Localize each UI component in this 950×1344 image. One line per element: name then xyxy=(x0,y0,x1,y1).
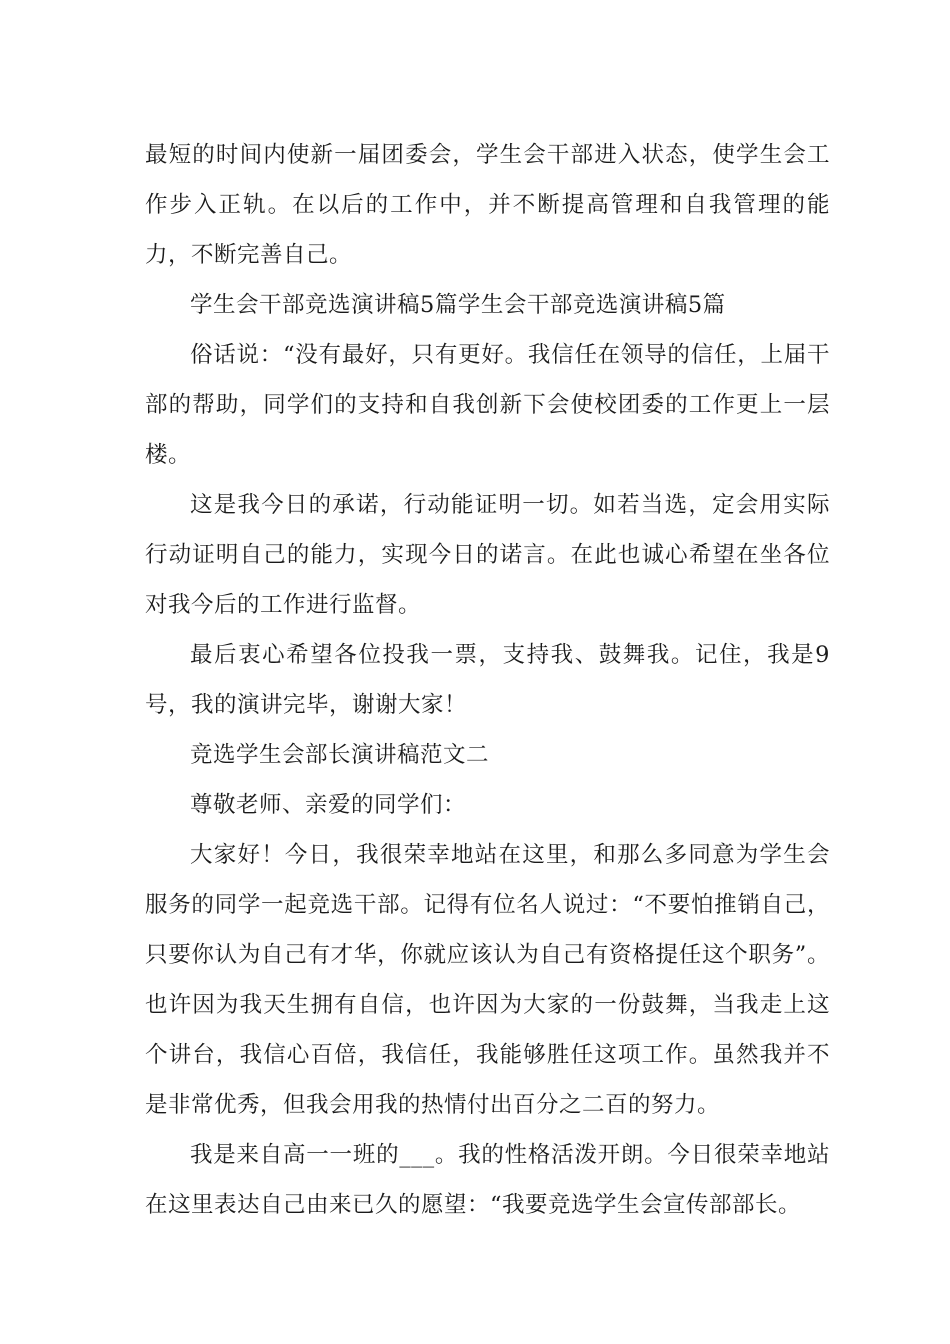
paragraph-6-heading: 竞选学生会部长演讲稿范文二 xyxy=(190,742,490,768)
paragraph-8: 大家好！今日，我很荣幸地站在这里，和那么多同意为学生会服务的同学一起竞选干部。记得有位名人说过：“不要怕推销自己，只要你认为自己有才华，你就应该认为自己有资格提任这个职务”。也许因为我天生拥有自信，也许因为大家的一份鼓舞，当我走上这个讲台，我信心百倍，我信任，我能够胜任这项工作。虽然我并不是非常优秀，但我会用我的热情付出百分之二百的努力。 xyxy=(145,842,830,1118)
paragraph-4: 这是我今日的承诺，行动能证明一切。如若当选，定会用实际行动证明自己的能力，实现今日的诺言。在此也诚心希望在坐各位对我今后的工作进行监督。 xyxy=(145,492,830,618)
paragraph-3: 俗话说：“没有最好，只有更好。我信任在领导的信任，上届干部的帮助，同学们的支持和自我创新下会使校团委的工作更上一层楼。 xyxy=(145,342,830,468)
paragraph-5: 最后衷心希望各位投我一票，支持我、鼓舞我。记住，我是9号，我的演讲完毕，谢谢大家！ xyxy=(145,642,830,718)
document-body xyxy=(145,130,830,1230)
paragraph-9: 我是来自高一一班的___。我的性格活泼开朗。今日很荣幸地站在这里表达自己由来已久的愿望：“我要竞选学生会宣传部部长。 xyxy=(145,1142,830,1218)
paragraph-2-heading: 学生会干部竞选演讲稿5篇学生会干部竞选演讲稿5篇 xyxy=(190,292,726,318)
paragraph-7-salutation: 尊敬老师、亲爱的同学们： xyxy=(190,792,467,818)
paragraph-1: 最短的时间内使新一届团委会，学生会干部进入状态，使学生会工作步入正轨。在以后的工作中，并不断提高管理和自我管理的能力，不断完善自己。 xyxy=(145,142,830,268)
